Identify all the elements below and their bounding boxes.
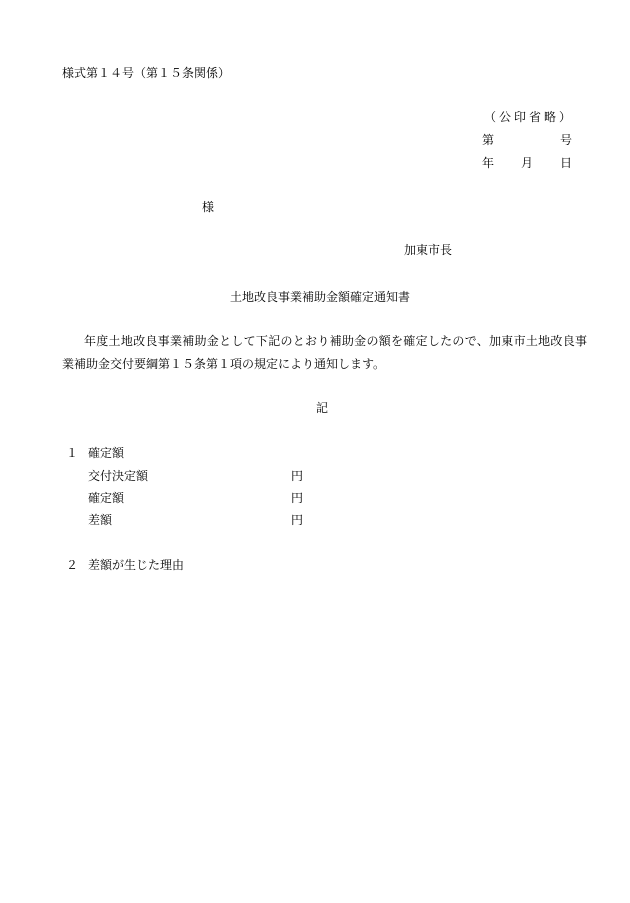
confirmed-amount-label: 確定額	[88, 491, 125, 505]
date-year-label: 年	[482, 156, 495, 170]
difference-amount-unit: 円	[291, 513, 304, 527]
section-1-title: 確定額	[88, 446, 125, 460]
body-paragraph: 年度土地改良事業補助金として下記のとおり補助金の額を確定したので、加東市土地改良事業補助金交付要綱第１５条第１項の規定により通知します。	[62, 334, 587, 371]
difference-amount-label: 差額	[88, 513, 113, 527]
confirmed-amount-unit: 円	[291, 491, 304, 505]
section-2-title: 差額が生じた理由	[88, 558, 185, 572]
date-day-label: 日	[560, 156, 573, 170]
date-month-label: 月	[521, 156, 534, 170]
section-2-number: ２	[66, 558, 79, 572]
document-title: 土地改良事業補助金額確定通知書	[230, 290, 411, 304]
sender-name: 加東市長	[404, 243, 453, 257]
form-number: 様式第１４号（第１５条関係）	[62, 66, 231, 80]
seal-omitted-note: （公印省略）	[484, 110, 575, 124]
grant-decided-amount-label: 交付決定額	[88, 469, 149, 483]
recipient-honorific: 様	[202, 200, 215, 214]
grant-decided-amount-unit: 円	[291, 469, 304, 483]
section-1-number: １	[66, 446, 79, 460]
document-number-suffix: 号	[560, 133, 573, 147]
ki-heading: 記	[316, 401, 329, 415]
document-number-label: 第	[482, 133, 495, 147]
